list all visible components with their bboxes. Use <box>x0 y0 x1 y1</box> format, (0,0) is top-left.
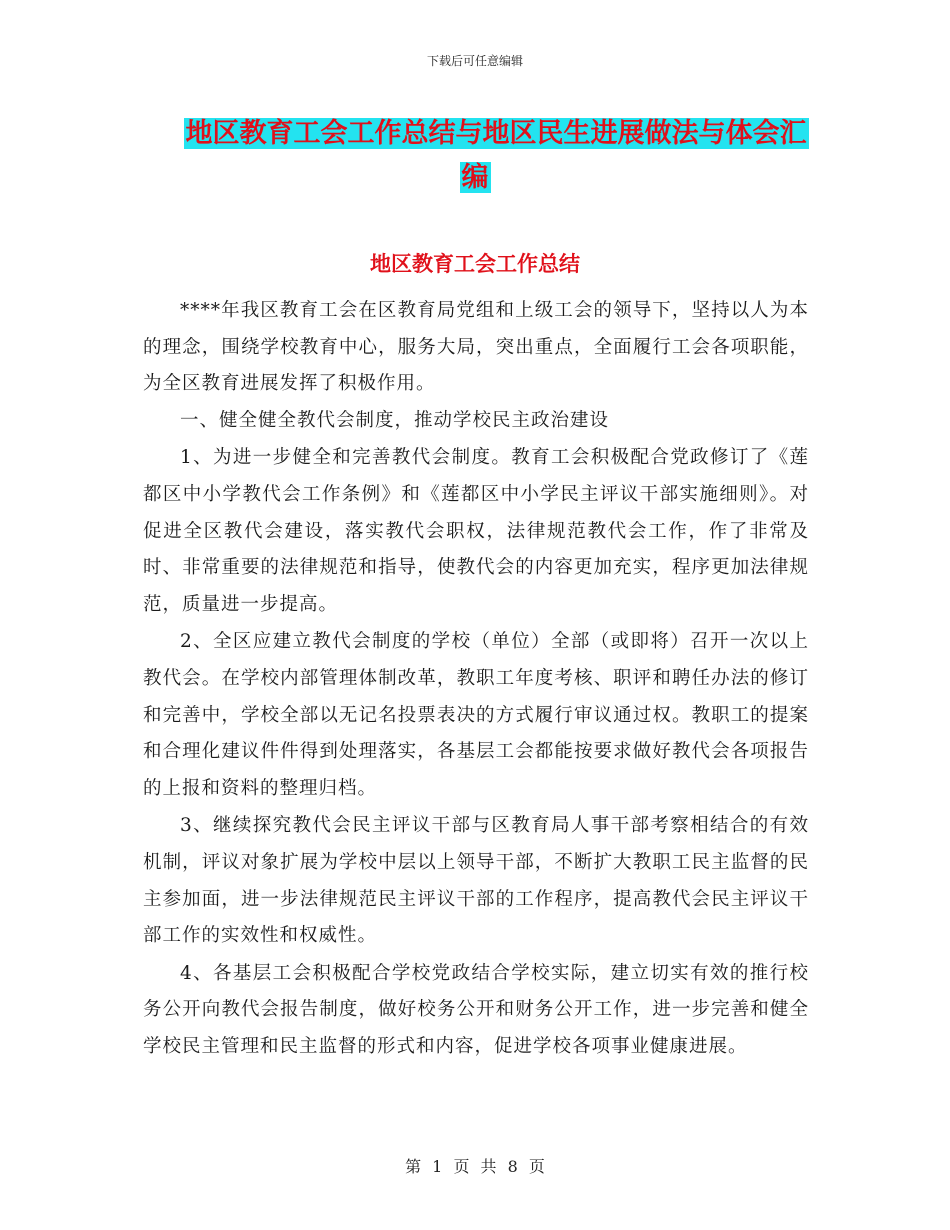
document-title-line-2: 编 <box>461 162 489 193</box>
document-body <box>143 293 809 1065</box>
header-note: 下载后可任意编辑 <box>426 54 523 68</box>
body-paragraph-item-1: 1、为进一步健全和完善教代会制度。教育工会积极配合党政修订了《莲都区中小学教代会工作条例》和《莲都区中小学民主评议干部实施细则》。对促进全区教代会建设，落实教代会职权，法律规范教代会工作，作了非常及时、非常重要的法律规范和指导，使教代会的内容更加充实，程序更加法律规范，质量进一步提高。 <box>143 447 809 615</box>
document-title <box>0 112 950 200</box>
section-title: 地区教育工会工作总结 <box>370 252 580 276</box>
body-heading-1: 一、健全健全教代会制度，推动学校民主政治建设 <box>180 409 610 431</box>
body-paragraph-item-4: 4、各基层工会积极配合学校党政结合学校实际，建立切实有效的推行校务公开向教代会报告制度，做好校务公开和财务公开工作，进一步完善和健全学校民主管理和民主监督的形式和内容，促进学校各项事业健康进展。 <box>143 962 809 1057</box>
body-paragraph-intro: ****年我区教育工会在区教育局党组和上级工会的领导下，坚持以人为本的理念，围绕学校教育中心，服务大局，突出重点，全面履行工会各项职能，为全区教育进展发挥了积极作用。 <box>143 300 809 395</box>
body-paragraph-item-3: 3、继续探究教代会民主评议干部与区教育局人事干部考察相结合的有效机制，评议对象扩展为学校中层以上领导干部，不断扩大教职工民主监督的民主参加面，进一步法律规范民主评议干部的工作程序，提高教代会民主评议干部工作的实效性和权威性。 <box>143 815 809 947</box>
document-title-line-1: 地区教育工会工作总结与地区民生进展做法与体会汇 <box>185 118 807 149</box>
page-number: 第 1 页 共 8 页 <box>405 1157 545 1176</box>
body-paragraph-item-2: 2、全区应建立教代会制度的学校（单位）全部（或即将）召开一次以上教代会。在学校内部管理体制改革，教职工年度考核、职评和聘任办法的修订和完善中，学校全部以无记名投票表决的方式履行审议通过权。教职工的提案和合理化建议件件得到处理落实，各基层工会都能按要求做好教代会各项报告的上报和资料的整理归档。 <box>143 631 809 799</box>
